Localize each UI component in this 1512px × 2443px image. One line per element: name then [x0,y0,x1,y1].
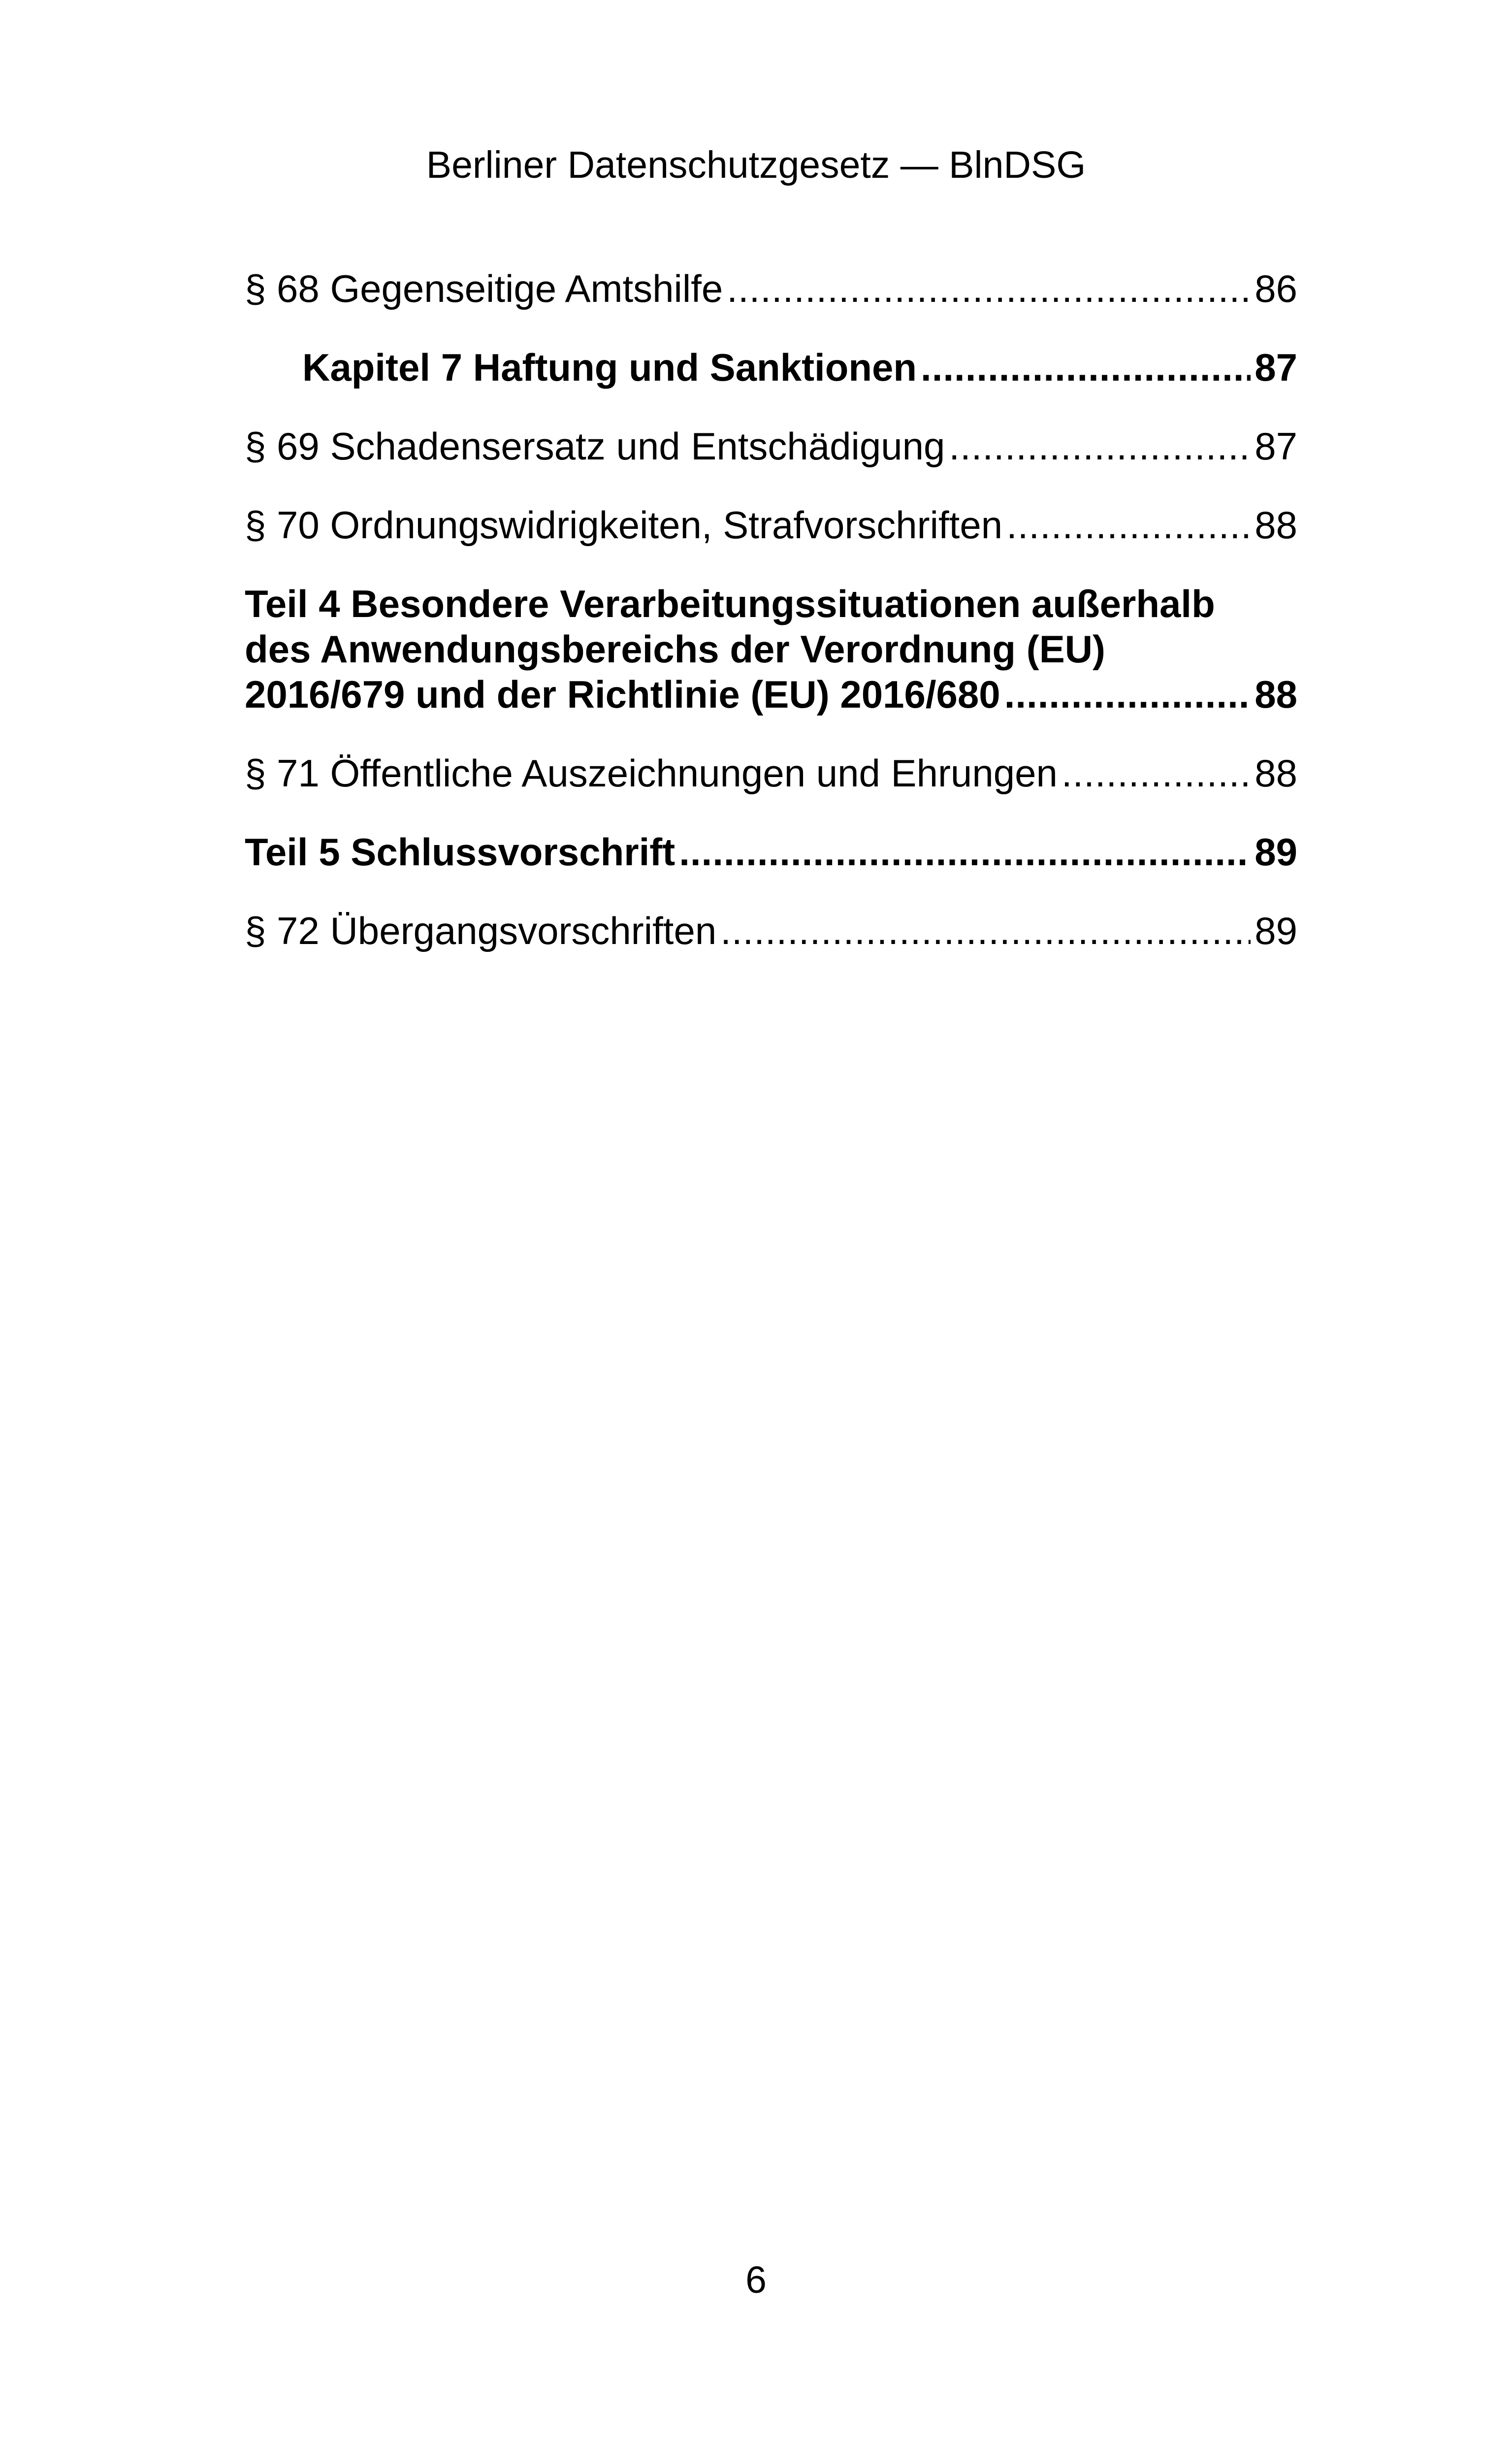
toc-entry-page: 89 [1251,908,1297,953]
toc-leader [245,830,1297,874]
toc-entry-page: 86 [1251,266,1297,311]
toc-entry[interactable] [245,502,1297,548]
toc-entry[interactable] [245,750,1297,796]
toc-entry-page: 88 [1251,672,1297,717]
toc-entry-title-line: 2016/679 und der Richtlinie (EU) 2016/680 [245,673,1004,716]
toc-entry-page: 88 [1251,750,1297,796]
toc-entry-title: § 69 Schadensersatz und Entschädigung [245,424,949,468]
toc-leader [245,751,1297,795]
toc-entry-title: § 70 Ordnungswidrigkeiten, Strafvorschriften [245,503,1006,547]
toc-entry-title: § 71 Öffentliche Auszeichnungen und Ehrungen [245,751,1062,795]
toc-entry-title: Teil 5 Schlussvorschrift [245,830,679,874]
toc-entry[interactable] [245,266,1297,311]
toc-leader [245,673,1297,716]
running-header: Berliner Datenschutzgesetz — BlnDSG [426,144,1086,186]
toc-leader [302,346,1297,389]
toc-leader [245,503,1297,547]
toc-entry-page: 89 [1251,829,1297,875]
toc-entry-part[interactable] [245,829,1297,875]
toc-entry-part[interactable] [245,581,1297,717]
toc-entry-last-line [245,672,1297,717]
toc-leader [245,424,1297,468]
toc-entry-title-line: Teil 4 Besondere Verarbeitungssituationen außerhalb [245,582,1215,625]
toc-entry-page: 87 [1251,423,1297,469]
toc-entry-title-line: des Anwendungsbereichs der Verordnung (EU) [245,627,1106,671]
toc-entry-title: § 68 Gegenseitige Amtshilfe [245,267,727,310]
toc-entry-title: § 72 Übergangsvorschriften [245,909,720,952]
toc-entry[interactable] [245,908,1297,953]
toc-entry-page: 87 [1251,345,1297,390]
toc-entry-page: 88 [1251,502,1297,548]
page-number: 6 [745,2259,767,2301]
toc-leader [245,267,1297,310]
toc-entry-chapter[interactable] [245,345,1297,390]
table-of-contents [245,266,1297,987]
toc-leader [245,909,1297,952]
toc-entry[interactable] [245,423,1297,469]
toc-entry-title: Kapitel 7 Haftung und Sanktionen [302,346,921,389]
